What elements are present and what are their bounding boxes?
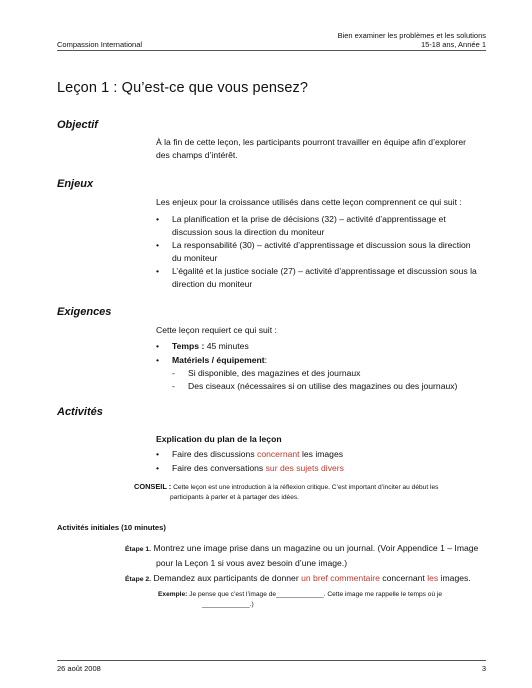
page-title: Leçon 1 : Qu’est-ce que vous pensez? [57, 80, 309, 96]
list-item: • Matériels / équipement: [156, 355, 268, 365]
header-right-line1: Bien examiner les problèmes et les solutions [337, 31, 486, 40]
exemple-text: Exemple: Je pense que c’est l’image de_____________. Cette image me rappelle le temps où je _____________.) [158, 591, 443, 608]
etape-1: Étape 1. Montrez une image prise dans un magazine ou un journal. (Voir Appendice 1 – Image pour la Leçon 1 si vous avez besoin d’une image.) [125, 543, 479, 568]
bullet-icon: • [156, 355, 160, 365]
initiales-heading: Activités initiales (10 minutes) [57, 523, 166, 532]
page-number: 3 [481, 664, 486, 673]
list-item: • L’égalité et la justice sociale (27) – activité d’apprentissage et discussion sous la direction du moniteur [156, 266, 477, 289]
sub-list-item: - Des ciseaux (nécessaires si on utilise des magazines ou des journaux) [172, 381, 458, 391]
objectif-text: À la fin de cette leçon, les participants pourront travailler en équipe afin d’explorer des champs d’intérêt. [156, 137, 467, 160]
list-item: • Faire des discussions concernant les images [156, 449, 344, 459]
list-item: • Faire des conversations sur des sujets divers [156, 463, 344, 473]
plan-heading: Explication du plan de la leçon [156, 434, 282, 444]
list-item: • La planification et la prise de décisions (32) – activité d’apprentissage et discussion sous la direction du moniteur [156, 214, 446, 237]
exigences-intro: Cette leçon requiert ce qui suit : [156, 325, 277, 335]
conseil-note: CONSEIL : Cette leçon est une introduction à la réflexion critique. C’est important d’inciter au début les participants à parler et à partager des idées. [134, 482, 439, 501]
bullet-icon: • [156, 463, 160, 473]
header-right-line2: 15-18 ans, Année 1 [420, 40, 486, 49]
section-heading-exigences: Exigences [57, 306, 112, 318]
bullet-icon: • [156, 214, 160, 224]
bullet-icon: • [156, 449, 160, 459]
footer-date: 26 août 2008 [57, 664, 101, 673]
footer-rule [57, 660, 486, 661]
section-heading-activites: Activités [57, 406, 103, 418]
sub-list-item: - Si disponible, des magazines et des journaux [172, 368, 361, 378]
enjeux-intro: Les enjeux pour la croissance utilisés dans cette leçon comprennent ce qui suit : [156, 197, 462, 207]
header-org: Compassion International [57, 40, 143, 49]
list-item: • La responsabilité (30) – activité d’apprentissage et discussion sous la direction du moniteur [156, 240, 471, 263]
section-heading-enjeux: Enjeux [57, 178, 94, 190]
header-rule [57, 50, 486, 51]
etape-2: Étape 2. Demandez aux participants de donner un bref commentaire concernant les images. [125, 573, 471, 583]
bullet-icon: • [156, 341, 160, 351]
section-heading-objectif: Objectif [57, 119, 98, 131]
list-item: • Temps : 45 minutes [156, 341, 249, 351]
bullet-icon: • [156, 240, 160, 250]
bullet-icon: • [156, 266, 160, 276]
